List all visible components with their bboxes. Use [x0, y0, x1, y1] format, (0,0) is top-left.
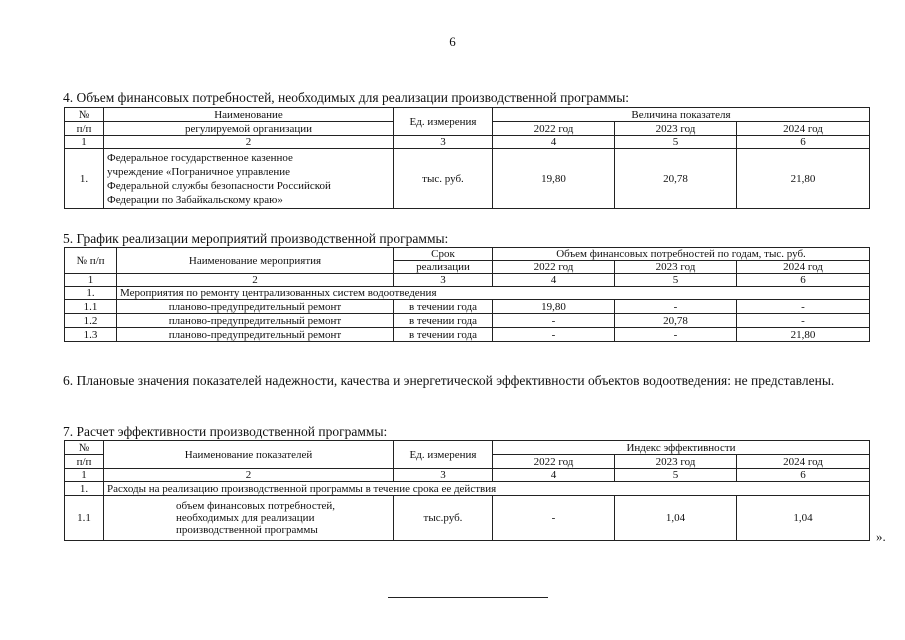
- header-group: Объем финансовых потребностей по годам, тыс. руб.: [493, 248, 870, 261]
- schedule-table: [64, 247, 870, 342]
- header-org-bottom: регулируемой организации: [104, 122, 394, 136]
- header-num-top: №: [65, 108, 104, 122]
- header-num-bottom: п/п: [65, 455, 104, 469]
- group-num: 1.: [65, 482, 104, 496]
- closing-quote: ».: [876, 529, 886, 544]
- indicator-name-line: объем финансовых потребностей,: [176, 500, 336, 512]
- header-name: Наименование мероприятия: [117, 248, 394, 274]
- row-num: 1.2: [65, 314, 117, 328]
- header-year-2023: 2023 год: [615, 122, 737, 136]
- header-term-top: Срок: [394, 248, 493, 261]
- header-name: Наименование показателей: [104, 441, 394, 469]
- financial-needs-table: [64, 107, 870, 209]
- index-cell: 2: [104, 469, 394, 482]
- value-2023: -: [615, 328, 737, 342]
- index-cell: 1: [65, 274, 117, 287]
- row-num: 1.1: [65, 300, 117, 314]
- group-text: Мероприятия по ремонту централизованных систем водоотведения: [117, 287, 870, 300]
- header-year-2024: 2024 год: [737, 261, 870, 274]
- header-unit: Ед. измерения: [394, 108, 493, 136]
- header-year-2024: 2024 год: [737, 122, 870, 136]
- row-num: 1.: [65, 149, 104, 209]
- header-num-top: №: [65, 441, 104, 455]
- value-2024: 1,04: [737, 496, 870, 541]
- index-cell: 2: [104, 136, 394, 149]
- group-num: 1.: [65, 287, 117, 300]
- header-year-2022: 2022 год: [493, 455, 615, 469]
- index-cell: 4: [493, 274, 615, 287]
- term-cell: в течении года: [394, 328, 493, 342]
- header-value-group: Величина показателя: [493, 108, 870, 122]
- index-cell: 5: [615, 469, 737, 482]
- index-cell: 1: [65, 469, 104, 482]
- indicator-name-line: производственной программы: [176, 524, 318, 536]
- index-cell: 6: [737, 274, 870, 287]
- org-name-line: Федерации по Забайкальскому краю»: [107, 193, 283, 206]
- index-cell: 5: [615, 136, 737, 149]
- header-year-2022: 2022 год: [493, 261, 615, 274]
- header-year-2022: 2022 год: [493, 122, 615, 136]
- header-year-2024: 2024 год: [737, 455, 870, 469]
- section-5-title: 5. График реализации мероприятий производственной программы:: [63, 231, 449, 246]
- index-cell: 6: [737, 136, 870, 149]
- activity-name: планово-предупредительный ремонт: [117, 328, 394, 342]
- row-num: 1.3: [65, 328, 117, 342]
- group-text: Расходы на реализацию производственной программы в течение срока ее действия: [104, 482, 870, 496]
- header-group: Индекс эффективности: [493, 441, 870, 455]
- page-number: 6: [449, 34, 456, 49]
- index-cell: 5: [615, 274, 737, 287]
- unit-cell: тыс.руб.: [394, 496, 493, 541]
- value-2024: 21,80: [737, 328, 870, 342]
- index-cell: 4: [493, 469, 615, 482]
- indicator-name-line: необходимых для реализации: [176, 512, 315, 524]
- header-unit: Ед. измерения: [394, 441, 493, 469]
- header-org-top: Наименование: [104, 108, 394, 122]
- index-cell: 1: [65, 136, 104, 149]
- value-2023: 20,78: [615, 149, 737, 209]
- index-cell: 3: [394, 136, 493, 149]
- section-4-title: 4. Объем финансовых потребностей, необходимых для реализации производственной программы:: [63, 90, 630, 105]
- value-2024: -: [737, 314, 870, 328]
- header-num-bottom: п/п: [65, 122, 104, 136]
- row-num: 1.1: [65, 496, 104, 541]
- value-2022: 19,80: [493, 300, 615, 314]
- efficiency-table: [64, 440, 870, 541]
- unit-cell: тыс. руб.: [394, 149, 493, 209]
- org-name: [104, 149, 394, 209]
- org-name-line: Федеральной службы безопасности Российской: [107, 179, 331, 192]
- index-cell: 6: [737, 469, 870, 482]
- value-2022: 19,80: [493, 149, 615, 209]
- index-cell: 2: [117, 274, 394, 287]
- value-2022: -: [493, 314, 615, 328]
- value-2024: 21,80: [737, 149, 870, 209]
- org-name-line: Федеральное государственное казенное: [107, 151, 293, 164]
- value-2023: 1,04: [615, 496, 737, 541]
- activity-name: планово-предупредительный ремонт: [117, 300, 394, 314]
- indicator-name: [104, 496, 394, 541]
- activity-name: планово-предупредительный ремонт: [117, 314, 394, 328]
- header-year-2023: 2023 год: [615, 261, 737, 274]
- footer-divider: [388, 597, 548, 598]
- value-2023: -: [615, 300, 737, 314]
- section-6-text: 6. Плановые значения показателей надежности, качества и энергетической эффективности объектов водоотведения: не представлены.: [63, 373, 835, 388]
- value-2023: 20,78: [615, 314, 737, 328]
- term-cell: в течении года: [394, 314, 493, 328]
- value-2024: -: [737, 300, 870, 314]
- header-term-bottom: реализации: [394, 261, 493, 274]
- index-cell: 3: [394, 469, 493, 482]
- org-name-line: учреждение «Пограничное управление: [107, 165, 291, 178]
- section-7-title: 7. Расчет эффективности производственной программы:: [63, 424, 388, 439]
- value-2022: -: [493, 328, 615, 342]
- index-cell: 3: [394, 274, 493, 287]
- term-cell: в течении года: [394, 300, 493, 314]
- header-year-2023: 2023 год: [615, 455, 737, 469]
- value-2022: -: [493, 496, 615, 541]
- header-num: № п/п: [65, 248, 117, 274]
- index-cell: 4: [493, 136, 615, 149]
